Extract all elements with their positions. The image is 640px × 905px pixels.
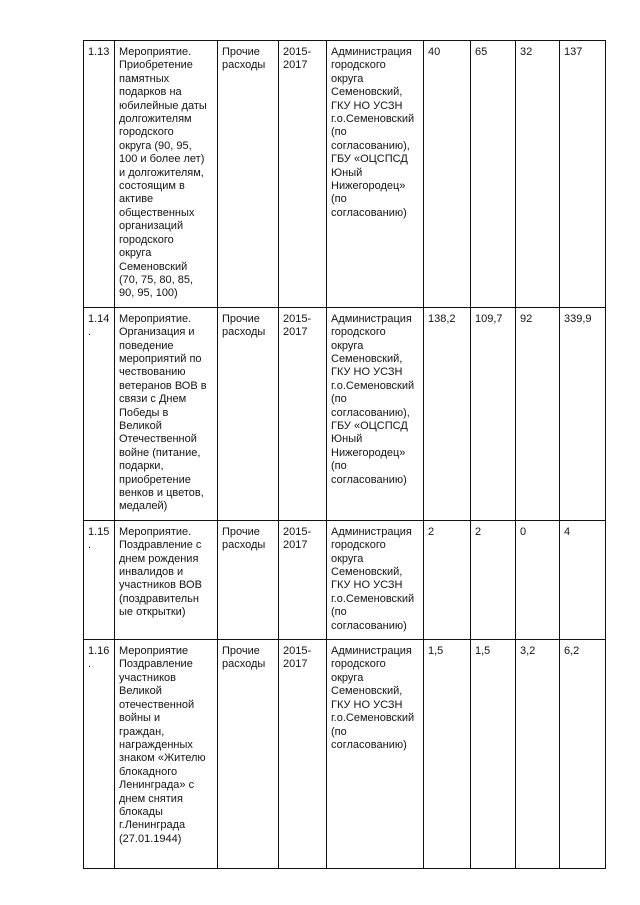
- table-row: [84, 307, 606, 520]
- budget-table: [83, 40, 606, 869]
- period: 2015- 2017: [279, 41, 327, 308]
- executor: Администрация городского округа Семеновский, ГКУ НО УСЗН г.о.Семеновский (по согласованию): [327, 520, 424, 639]
- expense-type: Прочие расходы: [218, 640, 279, 869]
- value-3: 92: [516, 307, 560, 520]
- value-1: 1,5: [424, 640, 471, 869]
- row-number: 1.16 .: [84, 640, 115, 869]
- row-number: 1.15 .: [84, 520, 115, 639]
- value-total: 6,2: [560, 640, 606, 869]
- row-number: 1.14 .: [84, 307, 115, 520]
- table-row: [84, 520, 606, 639]
- value-2: 109,7: [471, 307, 516, 520]
- value-1: 138,2: [424, 307, 471, 520]
- period: 2015- 2017: [279, 307, 327, 520]
- value-1: 40: [424, 41, 471, 308]
- value-total: 339,9: [560, 307, 606, 520]
- value-3: 0: [516, 520, 560, 639]
- event-description: Мероприятие Поздравление участников Великой отечественной войны и граждан, награжденных знаком «Жителю блокадного Ленинграда» с днем снятия блокады г.Ленинграда (27.01.1944): [115, 640, 218, 869]
- expense-type: Прочие расходы: [218, 41, 279, 308]
- value-3: 3,2: [516, 640, 560, 869]
- period: 2015- 2017: [279, 520, 327, 639]
- period: 2015- 2017: [279, 640, 327, 869]
- table-row: [84, 41, 606, 308]
- value-3: 32: [516, 41, 560, 308]
- row-number: 1.13: [84, 41, 115, 308]
- event-description: Мероприятие. Поздравление с днем рождения инвалидов и участников ВОВ (поздравительн ые открытки): [115, 520, 218, 639]
- value-2: 65: [471, 41, 516, 308]
- value-2: 1,5: [471, 640, 516, 869]
- expense-type: Прочие расходы: [218, 307, 279, 520]
- executor: Администрация городского округа Семеновский, ГКУ НО УСЗН г.о.Семеновский (по согласованию), ГБУ «ОЦСПСД Юный Нижегородец» (по согласованию): [327, 307, 424, 520]
- value-1: 2: [424, 520, 471, 639]
- expense-type: Прочие расходы: [218, 520, 279, 639]
- event-description: Мероприятие. Организация и поведение мероприятий по чествованию ветеранов ВОВ в связи с Днем Победы в Великой Отечественной войне (питание, подарки, приобретение венков и цветов, медалей): [115, 307, 218, 520]
- executor: Администрация городского округа Семеновский, ГКУ НО УСЗН г.о.Семеновский (по согласованию), ГБУ «ОЦСПСД Юный Нижегородец» (по согласованию): [327, 41, 424, 308]
- event-description: Мероприятие. Приобретение памятных подарков на юбилейные даты долгожителям городского округа (90, 95, 100 и более лет) и долгожителям, состоящим в активе общественных организаций городского округа Семеновский (70, 75, 80, 85, 90, 95, 100): [115, 41, 218, 308]
- value-total: 4: [560, 520, 606, 639]
- value-2: 2: [471, 520, 516, 639]
- value-total: 137: [560, 41, 606, 308]
- executor: Администрация городского округа Семеновский, ГКУ НО УСЗН г.о.Семеновский (по согласованию): [327, 640, 424, 869]
- table-row: [84, 640, 606, 869]
